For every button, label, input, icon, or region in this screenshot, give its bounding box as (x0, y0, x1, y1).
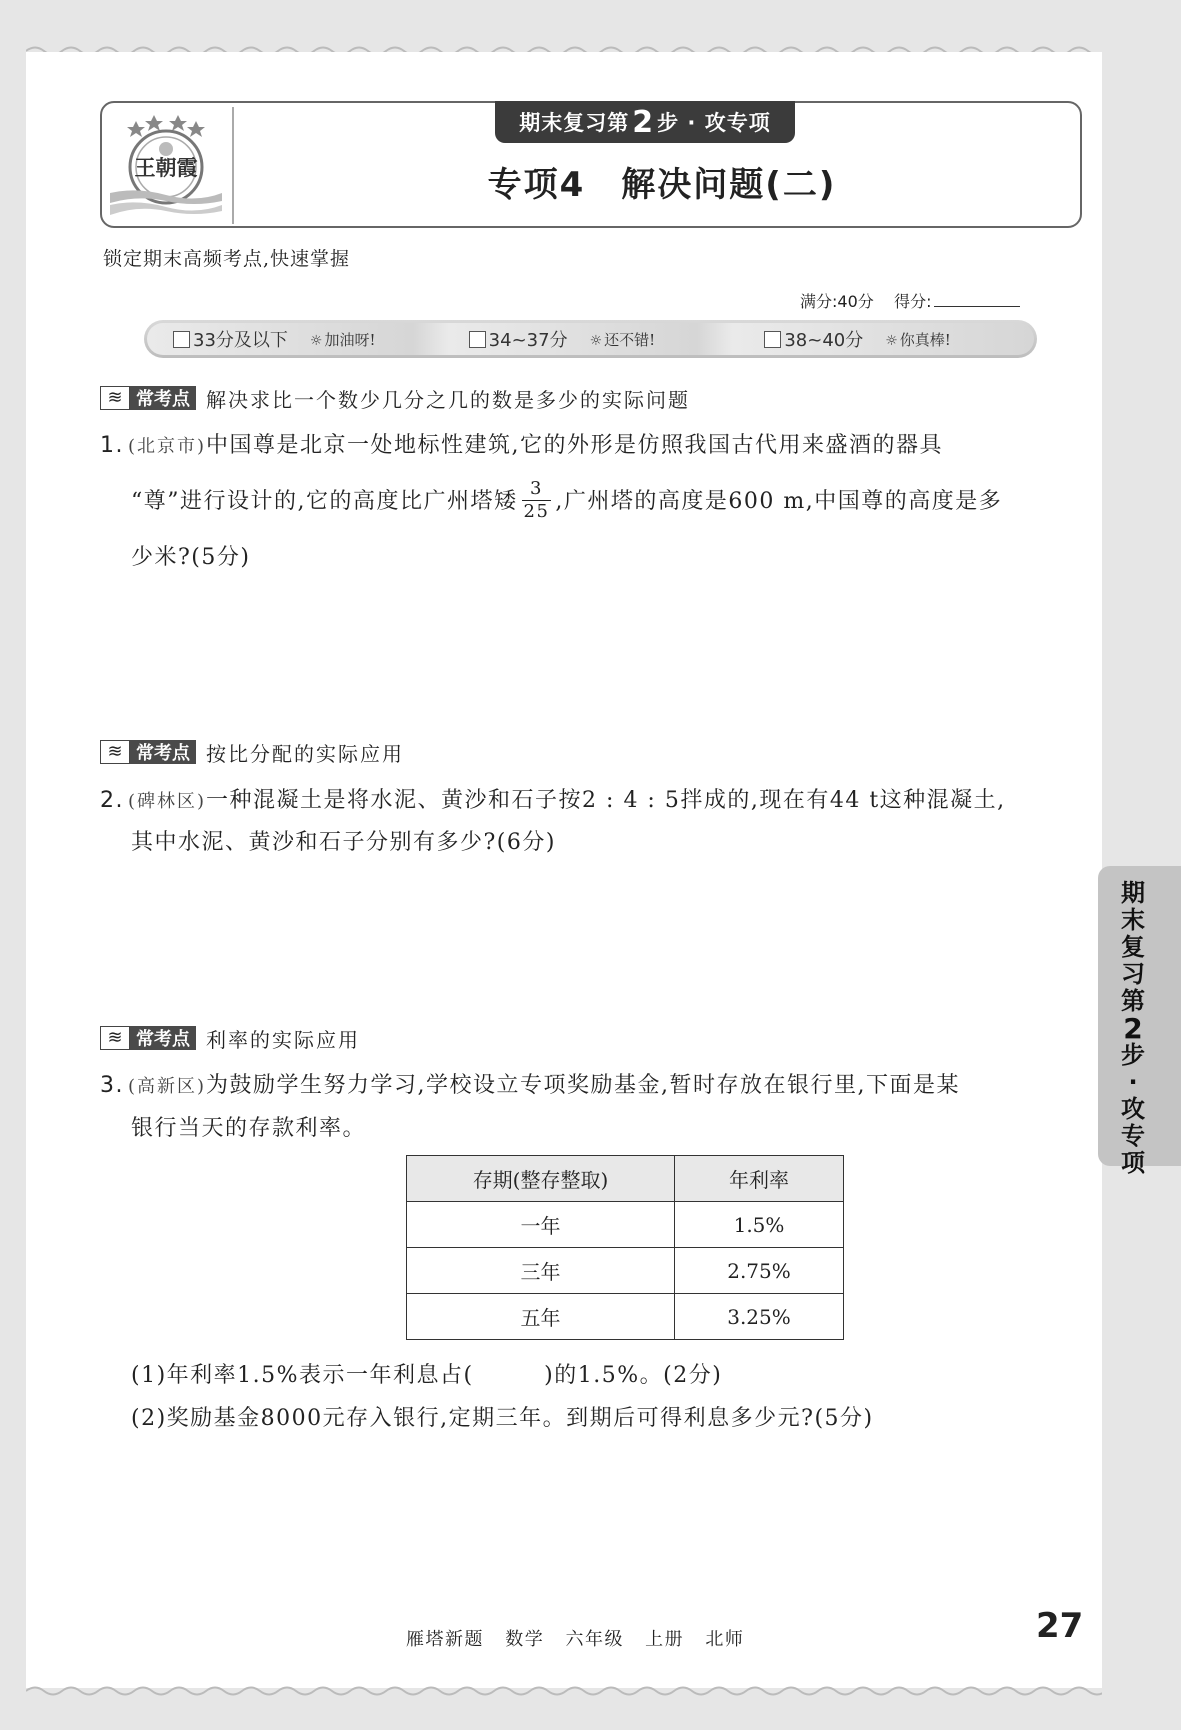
question-text: 为鼓励学生努力学习,学校设立专项奖励基金,暂时存放在银行里,下面是某 (206, 1073, 961, 1098)
side-tab-after: 步 · 攻 专 项 (1121, 1041, 1145, 1177)
question-1-line-3: 少米?(5分) (131, 545, 251, 570)
question-number: 2. (100, 788, 124, 813)
step-tab (495, 101, 795, 143)
table-cell: 三年 (407, 1248, 675, 1294)
table-cell: 2.75% (675, 1248, 844, 1294)
question-2-line-2: 其中水泥、黄沙和石子分别有多少?(6分) (131, 830, 556, 855)
key-point-topic: 按比分配的实际应用 (206, 741, 404, 766)
rating-bar (144, 320, 1037, 358)
subtitle: 锁定期末高频考点,快速掌握 (103, 248, 351, 270)
footer-text: 雁塔新题 数学 六年级 上册 北师 (406, 1629, 745, 1650)
rating-item-mid (443, 323, 739, 355)
question-2-line-1 (100, 783, 1006, 814)
key-point-label: 常考点 (130, 1026, 196, 1050)
rating-comment: 你真棒! (899, 330, 951, 349)
side-tab-number: 2 (1123, 1012, 1143, 1045)
question-region: (碑林区) (128, 791, 207, 812)
question-3-line-2: 银行当天的存款利率。 (131, 1116, 367, 1141)
rating-comment: 加油呀! (324, 330, 376, 349)
question-text: 中国尊是北京一处地标性建筑,它的外形是仿照我国古代用来盛酒的器具 (206, 433, 944, 458)
question-1-line-1 (100, 428, 943, 459)
table-cell: 五年 (407, 1294, 675, 1340)
score-line (800, 289, 1020, 312)
key-point-tag (100, 1024, 360, 1052)
rating-checkbox-mid[interactable] (469, 331, 486, 348)
rating-range: 34~37分 (488, 330, 568, 351)
table-header: 存期(整存整取) (407, 1156, 675, 1202)
table-row (407, 1248, 844, 1294)
table-cell: 3.25% (675, 1294, 844, 1340)
score-blank[interactable] (934, 306, 1020, 307)
step-tab-number: 2 (632, 104, 655, 140)
wavy-border-bottom (26, 1684, 1102, 1698)
question-region: (北京市) (128, 436, 207, 457)
question-3-sub-2: (2)奖励基金8000元存入银行,定期三年。到期后可得利息多少元?(5分) (131, 1406, 874, 1431)
interest-rate-table (406, 1155, 844, 1340)
table-row (407, 1202, 844, 1248)
page-title: 专项4 解决问题(二) (487, 165, 837, 205)
rating-range: 33分及以下 (193, 330, 288, 351)
brand-logo (106, 107, 226, 219)
score-label: 得分: (894, 292, 932, 311)
table-row (407, 1294, 844, 1340)
table-header-row (407, 1156, 844, 1202)
sun-face-icon: ☼ (309, 332, 323, 349)
sun-face-icon: ☼ (589, 332, 603, 349)
question-text: ,广州塔的高度是600 m,中国尊的高度是多 (555, 489, 1003, 515)
side-tab-text (1098, 880, 1168, 1177)
rating-checkbox-low[interactable] (173, 331, 190, 348)
question-number: 1. (100, 433, 124, 458)
svg-text:王朝霞: 王朝霞 (134, 155, 198, 180)
rating-item-high (738, 323, 1034, 355)
table-cell: 一年 (407, 1202, 675, 1248)
key-point-label: 常考点 (130, 386, 196, 410)
key-point-topic: 利率的实际应用 (206, 1027, 360, 1052)
question-text: “尊”进行设计的,它的高度比广州塔矮 (131, 489, 518, 515)
wave-icon: ≋ (100, 740, 130, 764)
key-point-tag (100, 384, 690, 412)
question-3-line-1 (100, 1068, 960, 1099)
table-cell: 1.5% (675, 1202, 844, 1248)
step-tab-prefix: 期末复习第 (519, 111, 630, 135)
header-box (100, 101, 1082, 228)
question-1-line-2 (131, 480, 1002, 524)
table-header: 年利率 (675, 1156, 844, 1202)
sun-face-icon: ☼ (885, 332, 898, 349)
wave-icon: ≋ (100, 1026, 130, 1050)
rating-range: 38~40分 (784, 330, 864, 351)
question-3-sub-1: (1)年利率1.5%表示一年利息占( )的1.5%。(2分) (131, 1363, 723, 1388)
key-point-topic: 解决求比一个数少几分之几的数是多少的实际问题 (206, 387, 690, 412)
step-tab-suffix: 步 · 攻专项 (657, 111, 771, 135)
fraction-denominator: 25 (523, 500, 550, 522)
key-point-label: 常考点 (130, 740, 196, 764)
side-tab (1098, 866, 1181, 1177)
side-tab-before: 期 末 复 习 第 (1121, 879, 1145, 1015)
header-divider (232, 107, 234, 224)
question-number: 3. (100, 1073, 124, 1098)
full-score-label: 满分:40分 (800, 292, 874, 311)
rating-checkbox-high[interactable] (764, 331, 781, 348)
wave-icon: ≋ (100, 386, 130, 410)
fraction-numerator: 3 (522, 478, 552, 501)
question-region: (高新区) (128, 1076, 207, 1097)
key-point-tag (100, 738, 404, 766)
rating-comment: 还不错! (604, 330, 656, 349)
rating-item-low (147, 323, 443, 355)
fraction (522, 478, 552, 522)
question-text: 一种混凝土是将水泥、黄沙和石子按2 : 4 : 5拌成的,现在有44 t这种混凝土, (206, 788, 1006, 813)
page-number: 27 (1036, 1606, 1084, 1646)
